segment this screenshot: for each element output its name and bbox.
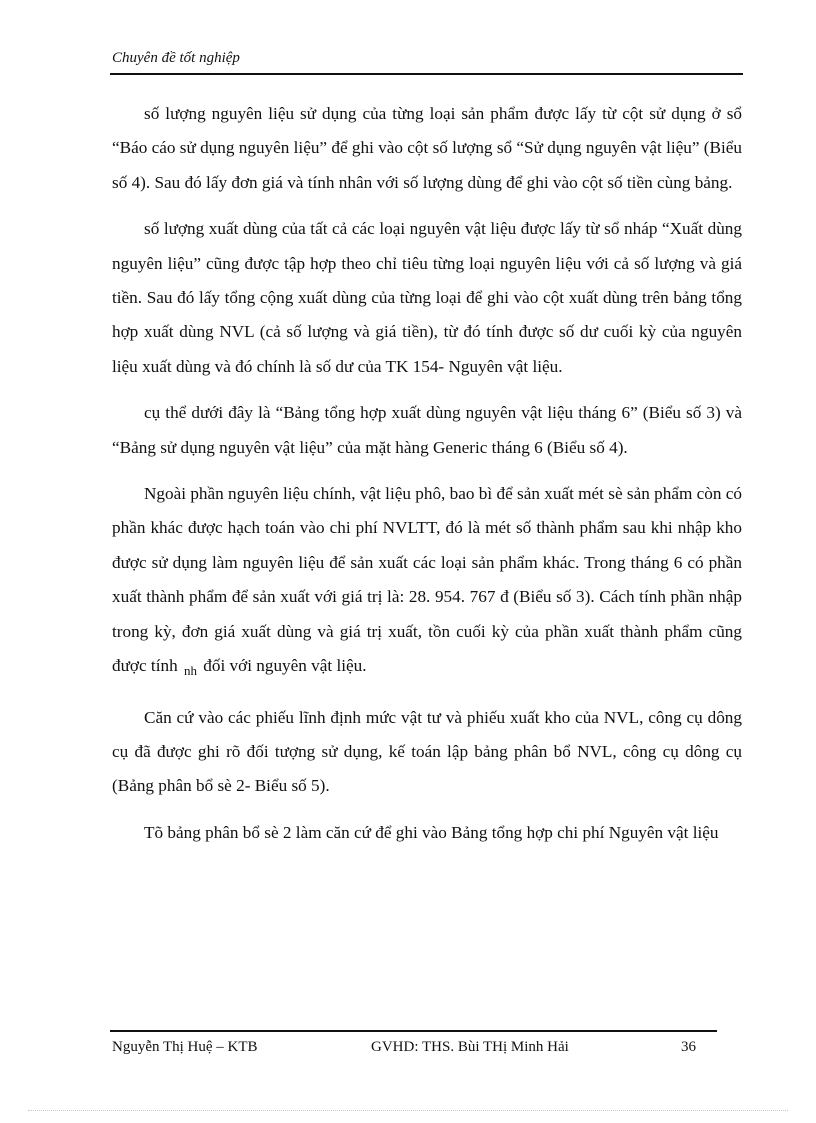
paragraph-1: số lượng nguyên liệu sử dụng của từng loại sản phẩm được lấy từ cột sử dụng ở sổ “Báo cáo sử dụng nguyên liệu” để ghi vào cột số lượng sổ “Sử dụng nguyên vật liệu” (Biểu số 4). Sau đó lấy đơn giá và tính nhân với số lượng dùng để ghi vào cột số tiền cùng bảng. bbox=[112, 104, 742, 192]
bottom-dotted-border bbox=[28, 1110, 788, 1111]
paragraph-4-text: Ngoài phần nguyên liệu chính, vật liệu phô, bao bì để sản xuất mét sè sản phẩm còn có phần khác được hạch toán vào chi phí NVLTT, đó là mét số thành phẩm sau khi nhập kho được sử dụng làm nguyên liệu để sản xuất các loại sản phẩm khác. Trong tháng 6 có phần xuất thành phẩm để sản xuất với giá trị là: 28. 954. 767 đ (Biểu số 3). Cách tính phần nhập trong kỳ, đơn giá xuất dùng và giá trị xuất, tồn cuối kỳ của phần xuất thành phẩm cũng được tính bbox=[112, 484, 742, 676]
paragraph-4-subscript: nh bbox=[183, 663, 197, 679]
paragraph-2: số lượng xuất dùng của tất cả các loại nguyên vật liệu được lấy từ sổ nháp “Xuất dùng nguyên liệu” cũng được tập hợp theo chỉ tiêu từng loại nguyên liệu với cả số lượng và giá tiền. Sau đó lấy tổng cộng xuất dùng của từng loại để ghi vào cột xuất dùng trên bảng tổng hợp xuất dùng NVL (cả số lượng và giá tiền), từ đó tính được số dư cuối kỳ của nguyên liệu xuất dùng và đó chính là số dư của TK 154- Nguyên vật liệu. bbox=[112, 219, 742, 376]
footer-divider bbox=[110, 1030, 717, 1032]
header-divider bbox=[110, 73, 743, 75]
footer-author: Nguyễn Thị Huệ – KTB bbox=[112, 1039, 258, 1055]
paragraph-6: Tõ bảng phân bổ sè 2 làm căn cứ để ghi vào Bảng tổng hợp chi phí Nguyên vật liệu bbox=[144, 822, 719, 842]
paragraph-3: cụ thể dưới đây là “Bảng tổng hợp xuất dùng nguyên vật liệu tháng 6” (Biểu số 3) và “Bảng sử dụng nguyên vật liệu” của mặt hàng Generic tháng 6 (Biểu số 4). bbox=[112, 403, 742, 457]
paragraph-4 bbox=[112, 477, 742, 688]
page-number: 36 bbox=[681, 1039, 696, 1055]
footer-advisor: GVHD: THS. Bùi THị Minh Hải bbox=[371, 1039, 569, 1055]
paragraph-5: Căn cứ vào các phiếu lĩnh định mức vật tư và phiếu xuất kho của NVL, công cụ dông cụ đã được ghi rõ đối tượng sử dụng, kế toán lập bảng phân bổ NVL, công cụ dông cụ (Bảng phân bổ sè 2- Biểu số 5). bbox=[112, 707, 742, 796]
paragraph-4-text-end: đối với nguyên vật liệu. bbox=[203, 656, 367, 676]
running-header-title: Chuyên đề tốt nghiệp bbox=[112, 50, 240, 66]
body-text bbox=[112, 97, 742, 862]
